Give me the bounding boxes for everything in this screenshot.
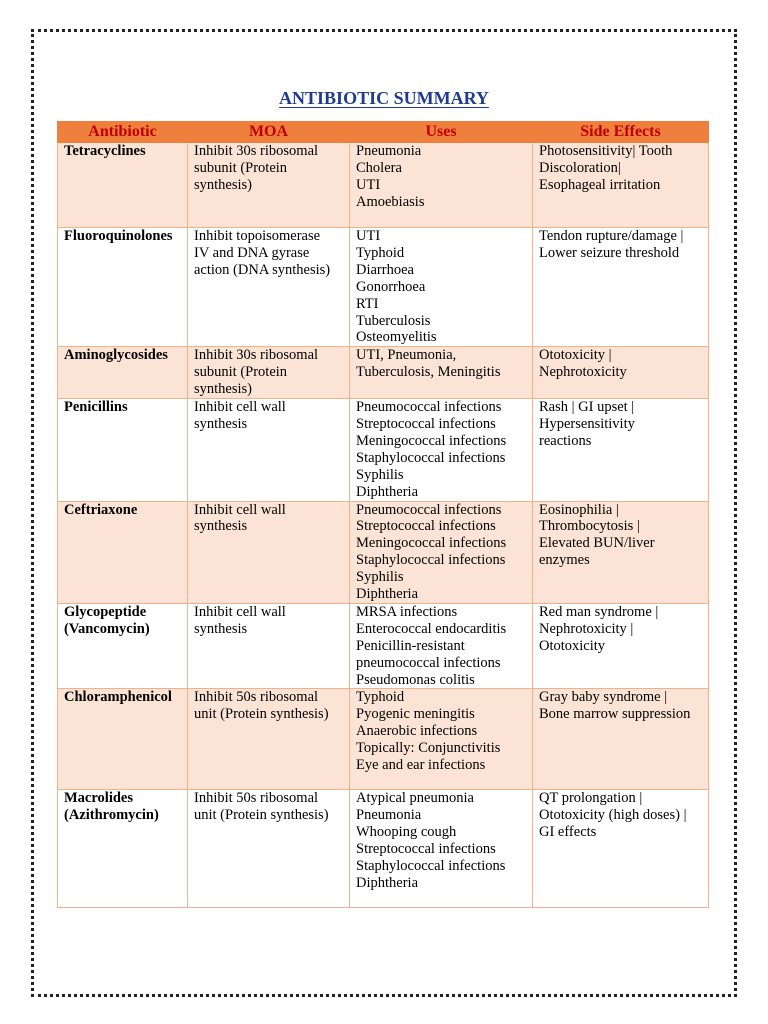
cell-line: (Azithromycin): [64, 807, 159, 824]
uses-cell: [350, 399, 533, 501]
cell-line: reactions: [539, 432, 592, 449]
cell-line: unit (Protein synthesis): [194, 706, 329, 723]
cell-line: Tuberculosis: [356, 312, 431, 329]
side-effects-cell: [533, 790, 709, 908]
side-effects-cell: [533, 228, 709, 347]
cell-line: Streptococcal infections: [356, 518, 496, 535]
table-row: [58, 501, 709, 603]
cell-line: Discoloration|: [539, 159, 621, 176]
table-row: [58, 399, 709, 501]
table-row: [58, 689, 709, 790]
cell-line: Whooping cough: [356, 824, 457, 841]
cell-line: unit (Protein synthesis): [194, 807, 329, 824]
table-row: [58, 228, 709, 347]
header-row: [58, 122, 709, 143]
cell-line: IV and DNA gyrase: [194, 244, 310, 261]
cell-line: Typhoid: [356, 689, 405, 706]
cell-line: Topically: Conjunctivitis: [356, 740, 501, 757]
cell-line: Penicillins: [64, 399, 128, 416]
moa-cell: [188, 228, 350, 347]
cell-line: Syphilis: [356, 569, 404, 586]
cell-line: Gray baby syndrome |: [539, 689, 668, 706]
uses-cell: [350, 347, 533, 399]
cell-line: Inhibit topoisomerase: [194, 228, 321, 244]
cell-line: UTI: [356, 228, 381, 244]
cell-line: Staphylococcal infections: [356, 552, 506, 569]
cell-line: synthesis): [194, 176, 252, 193]
cell-line: Lower seizure threshold: [539, 244, 680, 261]
cell-line: Syphilis: [356, 466, 404, 483]
cell-line: Staphylococcal infections: [356, 449, 506, 466]
cell-line: Gonorrhoea: [356, 278, 426, 295]
antibiotic-cell: [58, 501, 188, 603]
cell-line: subunit (Protein: [194, 159, 288, 176]
moa-cell: [188, 689, 350, 790]
cell-line: Aminoglycosides: [64, 347, 168, 364]
cell-line: Pseudomonas colitis: [356, 671, 475, 688]
document-title: [0, 88, 768, 109]
cell-line: subunit (Protein: [194, 364, 288, 381]
antibiotic-cell: [58, 603, 188, 689]
cell-line: Tetracyclines: [64, 143, 146, 159]
uses-cell: [350, 501, 533, 603]
cell-line: synthesis: [194, 620, 248, 637]
cell-line: Tuberculosis, Meningitis: [356, 364, 501, 381]
cell-line: Inhibit 50s ribosomal: [194, 689, 319, 706]
table-row: [58, 347, 709, 399]
cell-line: Fluoroquinolones: [64, 228, 173, 244]
cell-line: Atypical pneumonia: [356, 790, 474, 807]
cell-line: Chloramphenicol: [64, 689, 172, 706]
cell-line: Rash | GI upset |: [539, 399, 635, 416]
cell-line: UTI: [356, 176, 381, 193]
moa-cell: [188, 790, 350, 908]
antibiotic-summary-table: [57, 121, 709, 908]
cell-line: Esophageal irritation: [539, 176, 661, 193]
antibiotic-cell: [58, 399, 188, 501]
cell-line: Pneumococcal infections: [356, 501, 502, 518]
cell-line: synthesis): [194, 381, 252, 398]
column-header-uses: Uses: [350, 122, 533, 143]
moa-cell: [188, 399, 350, 501]
cell-line: Streptococcal infections: [356, 841, 496, 858]
uses-cell: [350, 143, 533, 228]
cell-line: Streptococcal infections: [356, 415, 496, 432]
cell-line: GI effects: [539, 824, 597, 841]
moa-cell: [188, 501, 350, 603]
table-header: [58, 122, 709, 143]
cell-line: Enterococcal endocarditis: [356, 620, 507, 637]
cell-line: (Vancomycin): [64, 620, 150, 637]
column-header-side-effects: Side Effects: [533, 122, 709, 143]
cell-line: Ceftriaxone: [64, 501, 138, 518]
cell-line: action (DNA synthesis): [194, 261, 331, 278]
uses-cell: [350, 790, 533, 908]
antibiotic-cell: [58, 228, 188, 347]
moa-cell: [188, 347, 350, 399]
cell-line: Nephrotoxicity |: [539, 620, 634, 637]
moa-cell: [188, 143, 350, 228]
cell-line: MRSA infections: [356, 603, 458, 620]
cell-line: Tendon rupture/damage |: [539, 228, 684, 244]
table-row: [58, 790, 709, 908]
cell-line: Inhibit cell wall: [194, 501, 286, 518]
table-row: [58, 143, 709, 228]
cell-line: Ototoxicity: [539, 637, 606, 654]
cell-line: Thrombocytosis |: [539, 518, 640, 535]
cell-line: QT prolongation |: [539, 790, 643, 807]
cell-line: Anaerobic infections: [356, 723, 478, 740]
cell-line: Diarrhoea: [356, 261, 414, 278]
cell-line: synthesis: [194, 518, 248, 535]
cell-line: RTI: [356, 295, 379, 312]
column-header-moa: MOA: [188, 122, 350, 143]
document-title-text: ANTIBIOTIC SUMMARY: [279, 88, 489, 108]
side-effects-cell: [533, 603, 709, 689]
cell-line: Inhibit cell wall: [194, 399, 286, 416]
column-header-antibiotic: Antibiotic: [58, 122, 188, 143]
side-effects-cell: [533, 501, 709, 603]
cell-line: Pneumonia: [356, 807, 422, 824]
side-effects-cell: [533, 143, 709, 228]
cell-line: Glycopeptide: [64, 603, 147, 620]
cell-line: Amoebiasis: [356, 193, 425, 210]
cell-line: Nephrotoxicity: [539, 364, 627, 381]
cell-line: UTI, Pneumonia,: [356, 347, 457, 364]
cell-line: Ototoxicity |: [539, 347, 612, 364]
cell-line: Pneumonia: [356, 143, 422, 159]
side-effects-cell: [533, 347, 709, 399]
table-row: [58, 603, 709, 689]
side-effects-cell: [533, 689, 709, 790]
cell-line: enzymes: [539, 552, 590, 569]
cell-line: Red man syndrome |: [539, 603, 659, 620]
cell-line: Pyogenic meningitis: [356, 706, 475, 723]
table-body: [58, 143, 709, 908]
cell-line: Elevated BUN/liver: [539, 535, 655, 552]
cell-line: Osteomyelitis: [356, 329, 437, 346]
cell-line: Meningococcal infections: [356, 432, 507, 449]
uses-cell: [350, 689, 533, 790]
cell-line: Macrolides: [64, 790, 133, 807]
cell-line: Bone marrow suppression: [539, 706, 691, 723]
cell-line: Pneumococcal infections: [356, 399, 502, 416]
uses-cell: [350, 228, 533, 347]
antibiotic-cell: [58, 143, 188, 228]
cell-line: Typhoid: [356, 244, 405, 261]
cell-line: Inhibit 30s ribosomal: [194, 143, 319, 159]
cell-line: Ototoxicity (high doses) |: [539, 807, 687, 824]
cell-line: Inhibit 30s ribosomal: [194, 347, 319, 364]
side-effects-cell: [533, 399, 709, 501]
cell-line: Penicillin-resistant: [356, 637, 465, 654]
cell-line: Diphtheria: [356, 483, 419, 500]
cell-line: synthesis: [194, 415, 248, 432]
antibiotic-cell: [58, 347, 188, 399]
cell-line: Inhibit cell wall: [194, 603, 286, 620]
cell-line: Hypersensitivity: [539, 415, 635, 432]
antibiotic-cell: [58, 689, 188, 790]
cell-line: Meningococcal infections: [356, 535, 507, 552]
cell-line: Eye and ear infections: [356, 757, 486, 774]
antibiotic-cell: [58, 790, 188, 908]
cell-line: Diphtheria: [356, 586, 419, 603]
cell-line: Cholera: [356, 159, 402, 176]
cell-line: Staphylococcal infections: [356, 858, 506, 875]
cell-line: Diphtheria: [356, 875, 419, 891]
moa-cell: [188, 603, 350, 689]
cell-line: pneumococcal infections: [356, 654, 501, 671]
cell-line: Photosensitivity| Tooth: [539, 143, 673, 159]
cell-line: Inhibit 50s ribosomal: [194, 790, 319, 807]
cell-line: Eosinophilia |: [539, 501, 619, 518]
uses-cell: [350, 603, 533, 689]
